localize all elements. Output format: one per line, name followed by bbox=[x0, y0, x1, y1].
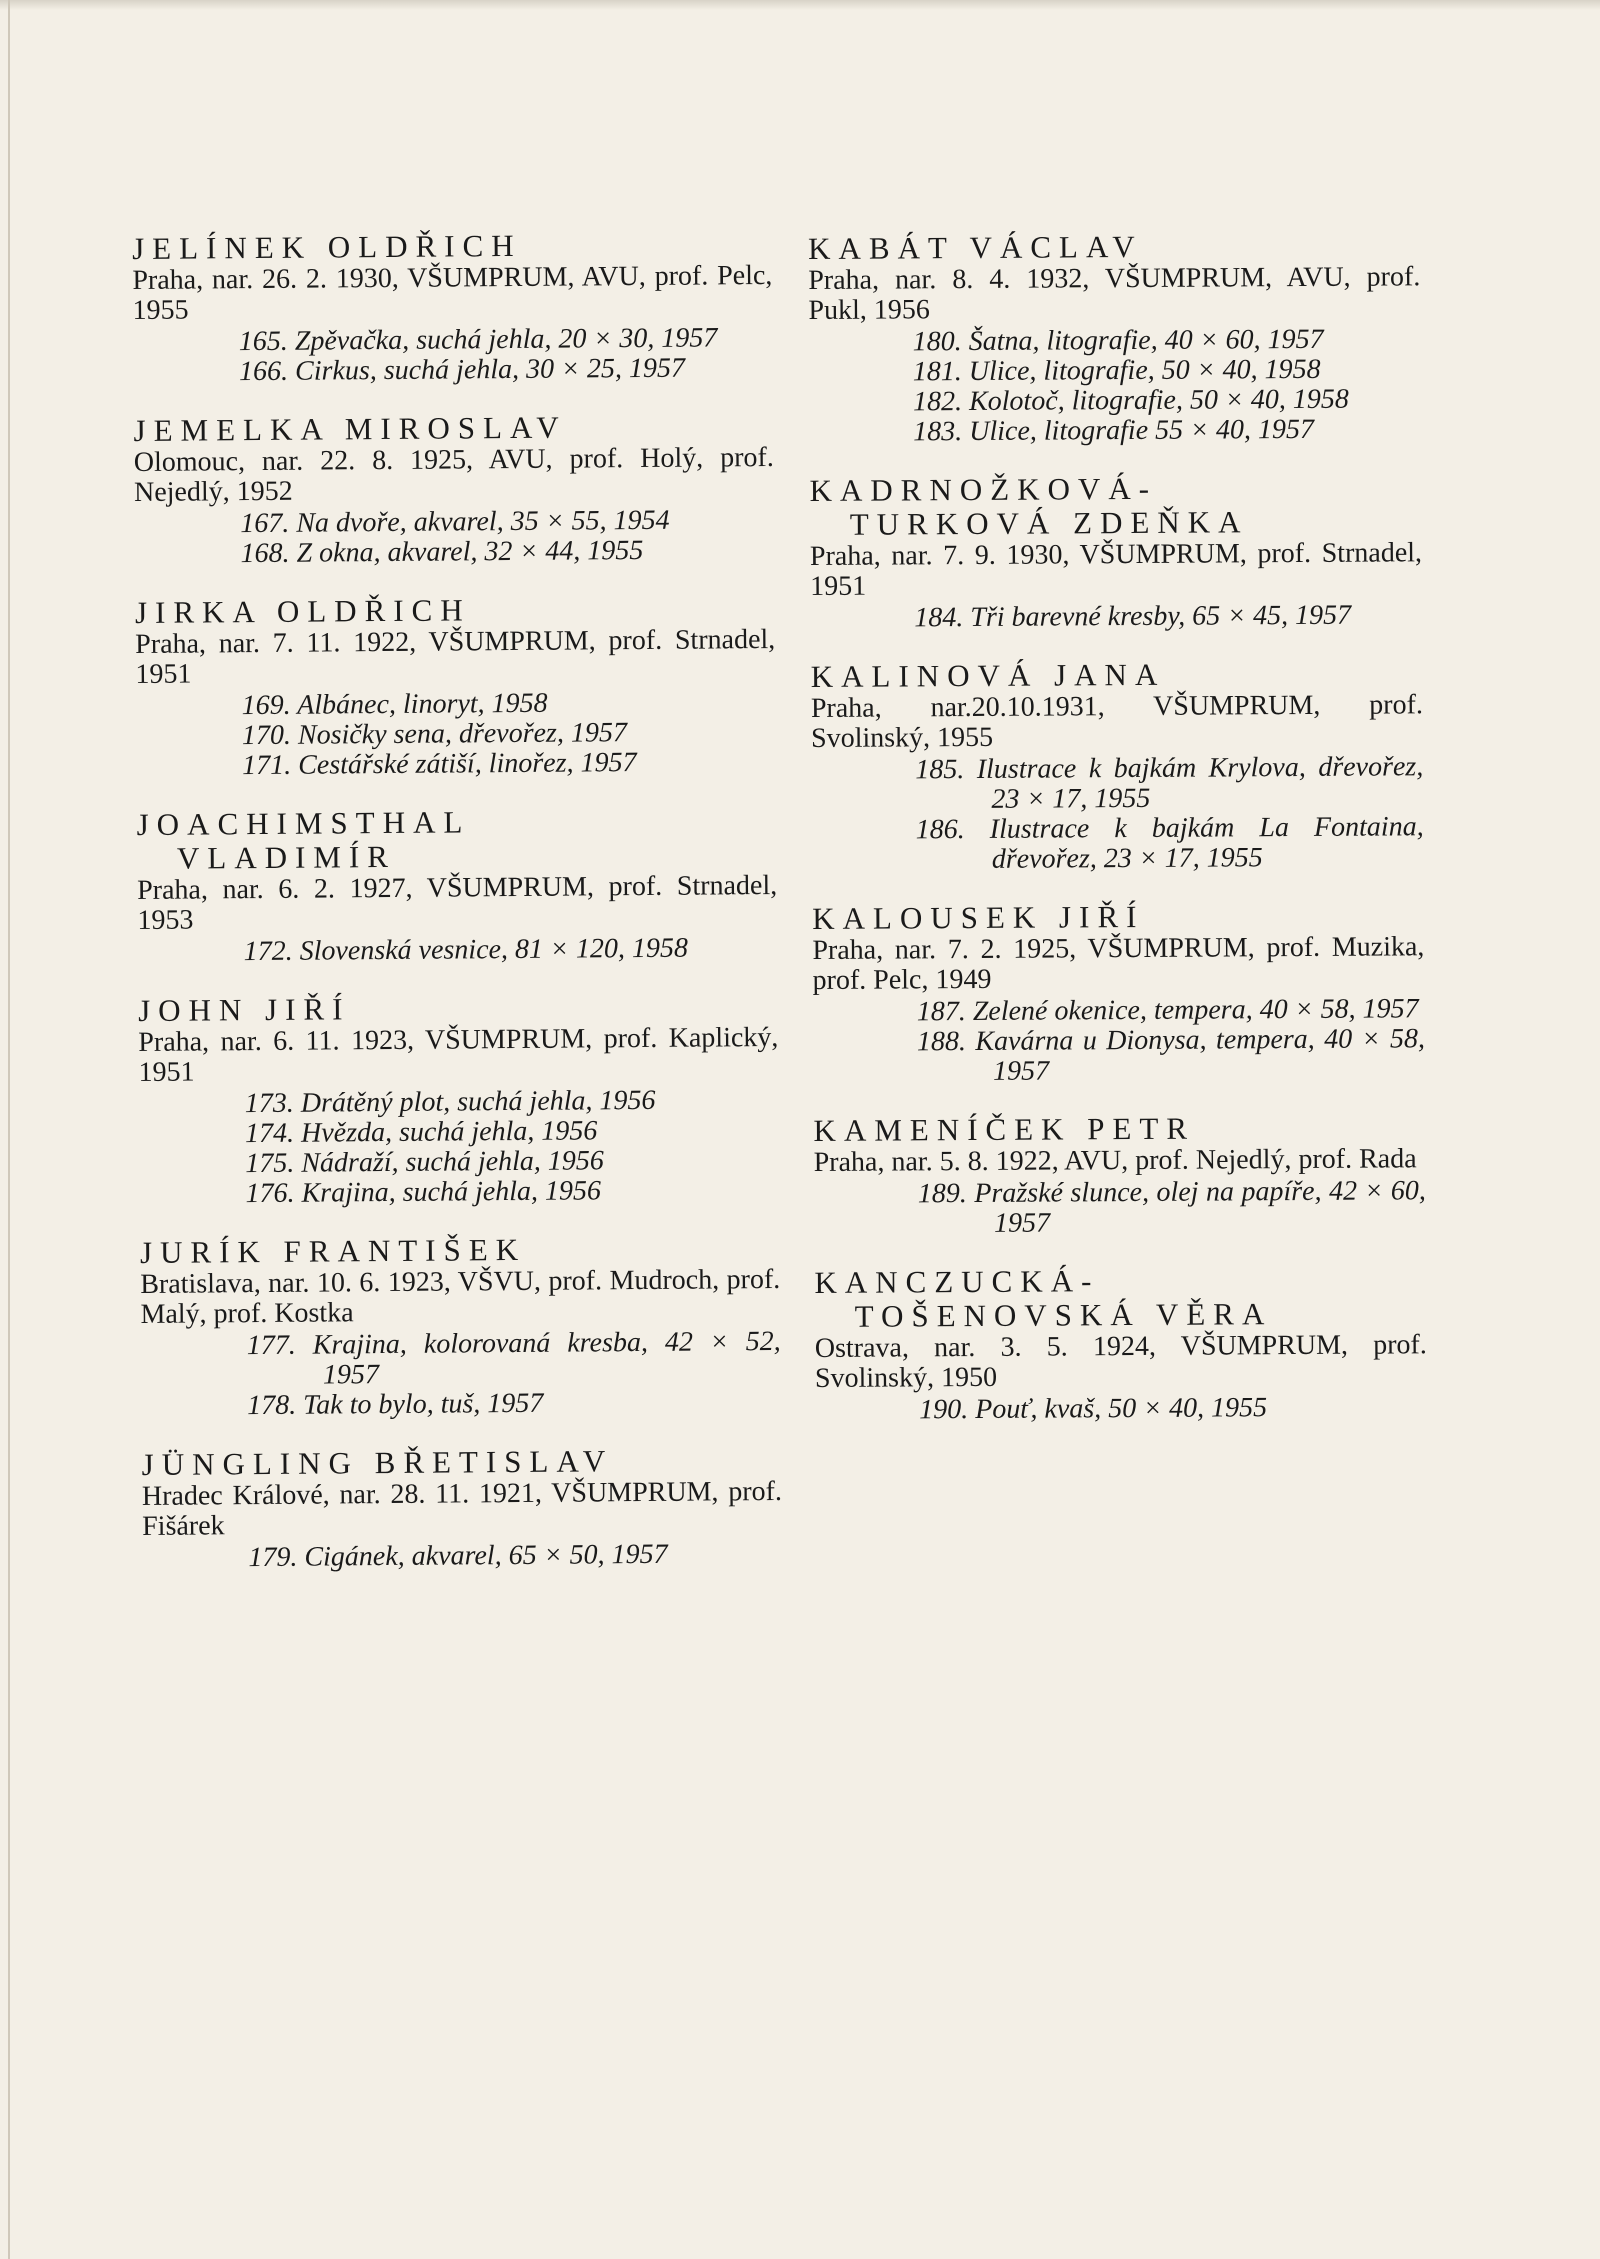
artist-name: VLADIMÍR bbox=[176, 838, 397, 876]
artist-bio: Praha, nar. 7. 2. 1925, VŠUMPRUM, prof. Muzika, prof. Pelc, 1949 bbox=[812, 931, 1425, 996]
work-item bbox=[812, 812, 1424, 876]
works-list bbox=[138, 933, 778, 968]
work-number: 175. bbox=[245, 1147, 295, 1180]
work-number: 177. bbox=[246, 1329, 296, 1362]
work-description: Cigánek, akvarel, 65 × 50, 1957 bbox=[304, 1538, 668, 1573]
work-item bbox=[136, 747, 776, 782]
work-item bbox=[142, 1539, 782, 1574]
artist-bio: Praha, nar. 6. 2. 1927, VŠUMPRUM, prof. Strnadel, 1953 bbox=[137, 869, 778, 936]
page-edge bbox=[0, 0, 1600, 10]
artist-bio: Hradec Králové, nar. 28. 11. 1921, VŠUMPRUM, prof. Fišárek bbox=[141, 1475, 783, 1542]
work-item bbox=[814, 1176, 1426, 1240]
artist-bio: Bratislava, nar. 10. 6. 1923, VŠVU, prof. Mudroch, prof. Malý, prof. Kostka bbox=[140, 1263, 781, 1330]
artist-entry bbox=[813, 1110, 1426, 1240]
page-binding-edge bbox=[8, 0, 10, 2259]
artist-bio: Praha, nar. 26. 2. 1930, VŠUMPRUM, AVU, prof. Pelc, 1955 bbox=[132, 259, 773, 326]
work-number: 186. bbox=[915, 814, 965, 846]
works-list bbox=[133, 323, 773, 388]
work-item bbox=[813, 1024, 1425, 1088]
works-list bbox=[815, 1392, 1427, 1426]
work-description: Tři barevné kresby, 65 × 45, 1957 bbox=[970, 599, 1352, 634]
artist-name: JEMELKA MIROSLAV bbox=[133, 409, 567, 448]
works-list bbox=[136, 687, 777, 782]
artist-name: JOHN JIŘÍ bbox=[137, 991, 351, 1028]
artist-entry bbox=[808, 228, 1421, 448]
work-description: Krajina, suchá jehla, 1956 bbox=[301, 1175, 602, 1209]
work-number: 184. bbox=[914, 602, 964, 634]
work-item bbox=[809, 324, 1421, 358]
artist-bio: Olomouc, nar. 22. 8. 1925, AVU, prof. Holý, prof. Nejedlý, 1952 bbox=[133, 441, 774, 508]
work-description: Ulice, litografie, 50 × 40, 1958 bbox=[968, 353, 1321, 388]
artist-name: KANCZUCKÁ- bbox=[814, 1263, 1100, 1300]
work-description: Tak to bylo, tuš, 1957 bbox=[303, 1387, 544, 1421]
work-number: 190. bbox=[919, 1394, 969, 1426]
artist-name: JOACHIMSTHAL bbox=[136, 804, 471, 842]
work-number: 176. bbox=[245, 1177, 295, 1210]
work-description: Cestářské zátiší, linořez, 1957 bbox=[298, 747, 637, 781]
work-number: 169. bbox=[241, 689, 291, 722]
works-list bbox=[814, 1176, 1426, 1240]
work-item bbox=[141, 1327, 781, 1392]
work-description: Z okna, akvarel, 32 × 44, 1955 bbox=[296, 534, 644, 569]
artist-name: KAMENÍČEK PETR bbox=[813, 1110, 1196, 1148]
work-description: Drátěný plot, suchá jehla, 1956 bbox=[300, 1084, 656, 1119]
work-number: 182. bbox=[912, 386, 963, 418]
work-description: Nádraží, suchá jehla, 1956 bbox=[301, 1145, 604, 1179]
work-item bbox=[139, 1175, 779, 1210]
work-description: Kavárna u Dionysa, tempera, 40 × 58, 1957 bbox=[975, 1023, 1426, 1087]
works-list bbox=[809, 324, 1422, 448]
work-number: 187. bbox=[916, 996, 966, 1028]
artist-entry bbox=[137, 803, 778, 968]
artist-bio: Praha, nar. 7. 11. 1922, VŠUMPRUM, prof. Strnadel, 1951 bbox=[135, 623, 776, 690]
work-description: Hvězda, suchá jehla, 1956 bbox=[300, 1115, 598, 1149]
artist-bio: Ostrava, nar. 3. 5. 1924, VŠUMPRUM, prof. Svolinský, 1950 bbox=[814, 1329, 1427, 1394]
works-list bbox=[142, 1539, 782, 1574]
works-list bbox=[141, 1327, 782, 1422]
artist-name: KABÁT VÁCLAV bbox=[807, 228, 1143, 266]
work-item bbox=[809, 414, 1421, 448]
work-number: 168. bbox=[240, 537, 290, 570]
work-description: Ulice, litografie 55 × 40, 1957 bbox=[969, 413, 1315, 448]
work-description: Zelené okenice, tempera, 40 × 58, 1957 bbox=[972, 993, 1419, 1028]
catalog-column-right bbox=[808, 228, 1427, 1452]
work-number: 171. bbox=[242, 749, 292, 782]
work-description: Nosičky sena, dřevořez, 1957 bbox=[297, 717, 628, 751]
works-list bbox=[811, 752, 1424, 876]
work-number: 181. bbox=[912, 356, 962, 388]
work-number: 166. bbox=[238, 355, 289, 388]
artist-name: KALINOVÁ JANA bbox=[810, 656, 1166, 694]
artist-name: JELÍNEK OLDŘICH bbox=[131, 227, 522, 266]
artist-entry bbox=[809, 470, 1422, 634]
work-description: Ilustrace k bajkám Krylova, dřevořez, 23 × 17, 1955 bbox=[976, 751, 1424, 815]
work-number: 185. bbox=[915, 754, 965, 786]
work-description: Krajina, kolorovaná kresba, 42 × 52, 1957 bbox=[312, 1325, 781, 1391]
work-item bbox=[133, 353, 773, 388]
catalog-column-left bbox=[132, 227, 783, 1600]
works-list bbox=[134, 505, 774, 570]
work-number: 178. bbox=[247, 1389, 297, 1422]
work-number: 172. bbox=[243, 935, 293, 968]
artist-entry bbox=[133, 409, 774, 570]
artist-name: KADRNOŽKOVÁ- bbox=[809, 470, 1158, 508]
artist-bio: Praha, nar. 5. 8. 1922, AVU, prof. Nejedlý, prof. Rada bbox=[813, 1143, 1417, 1178]
artist-entry bbox=[142, 1443, 783, 1574]
work-number: 174. bbox=[244, 1117, 295, 1150]
work-item bbox=[809, 384, 1421, 418]
work-description: Zpěvačka, suchá jehla, 20 × 30, 1957 bbox=[294, 322, 718, 357]
works-list bbox=[813, 994, 1426, 1088]
work-number: 173. bbox=[244, 1087, 294, 1120]
work-description: Slovenská vesnice, 81 × 120, 1958 bbox=[299, 932, 689, 967]
work-item bbox=[141, 1387, 781, 1422]
work-number: 180. bbox=[912, 326, 962, 358]
artist-entry bbox=[811, 656, 1424, 876]
artist-bio: Praha, nar. 6. 11. 1923, VŠUMPRUM, prof. Kaplický, 1951 bbox=[138, 1021, 779, 1088]
work-description: Šatna, litografie, 40 × 60, 1957 bbox=[968, 323, 1324, 358]
artist-entry bbox=[140, 1231, 781, 1422]
artist-bio: Praha, nar.20.10.1931, VŠUMPRUM, prof. Svolinský, 1955 bbox=[810, 689, 1423, 754]
work-item bbox=[815, 1392, 1427, 1426]
artist-entry bbox=[132, 227, 773, 388]
work-number: 188. bbox=[916, 1026, 967, 1058]
work-item bbox=[138, 933, 778, 968]
work-item bbox=[134, 535, 774, 570]
work-item bbox=[811, 752, 1423, 816]
work-number: 189. bbox=[917, 1178, 967, 1210]
works-list bbox=[810, 600, 1422, 634]
work-number: 167. bbox=[240, 507, 290, 540]
work-description: Pouť, kvaš, 50 × 40, 1955 bbox=[975, 1392, 1268, 1426]
work-item bbox=[810, 600, 1422, 634]
work-number: 170. bbox=[241, 719, 292, 752]
artist-name: KALOUSEK JIŘÍ bbox=[812, 898, 1145, 936]
artist-entry bbox=[814, 1262, 1427, 1426]
work-description: Albánec, linoryt, 1958 bbox=[297, 687, 548, 721]
artist-bio: Praha, nar. 8. 4. 1932, VŠUMPRUM, AVU, prof. Pukl, 1956 bbox=[808, 261, 1421, 326]
artist-name: TOŠENOVSKÁ VĚRA bbox=[854, 1296, 1273, 1334]
work-description: Cirkus, suchá jehla, 30 × 25, 1957 bbox=[294, 352, 686, 387]
artist-name: JIRKA OLDŘICH bbox=[134, 592, 471, 630]
artist-entry bbox=[138, 989, 780, 1210]
work-description: Na dvoře, akvarel, 35 × 55, 1954 bbox=[296, 504, 670, 539]
work-number: 165. bbox=[238, 325, 288, 358]
work-description: Pražské slunce, olej na papíře, 42 × 60, 1957 bbox=[974, 1175, 1426, 1239]
artist-bio: Praha, nar. 7. 9. 1930, VŠUMPRUM, prof. Strnadel, 1951 bbox=[809, 537, 1423, 602]
work-number: 183. bbox=[913, 416, 963, 448]
artist-entry bbox=[812, 898, 1425, 1088]
work-description: Ilustrace k bajkám La Fontaina, dřevořez, 23 × 17, 1955 bbox=[989, 811, 1424, 875]
work-number: 179. bbox=[248, 1541, 298, 1574]
artist-name: TURKOVÁ ZDEŇKA bbox=[849, 504, 1249, 542]
artist-name: JÜNGLING BŘETISLAV bbox=[141, 1443, 614, 1482]
artist-name: JURÍK FRANTIŠEK bbox=[139, 1231, 527, 1270]
work-description: Kolotoč, litografie, 50 × 40, 1958 bbox=[968, 383, 1349, 418]
artist-entry bbox=[135, 591, 776, 782]
works-list bbox=[139, 1085, 780, 1210]
